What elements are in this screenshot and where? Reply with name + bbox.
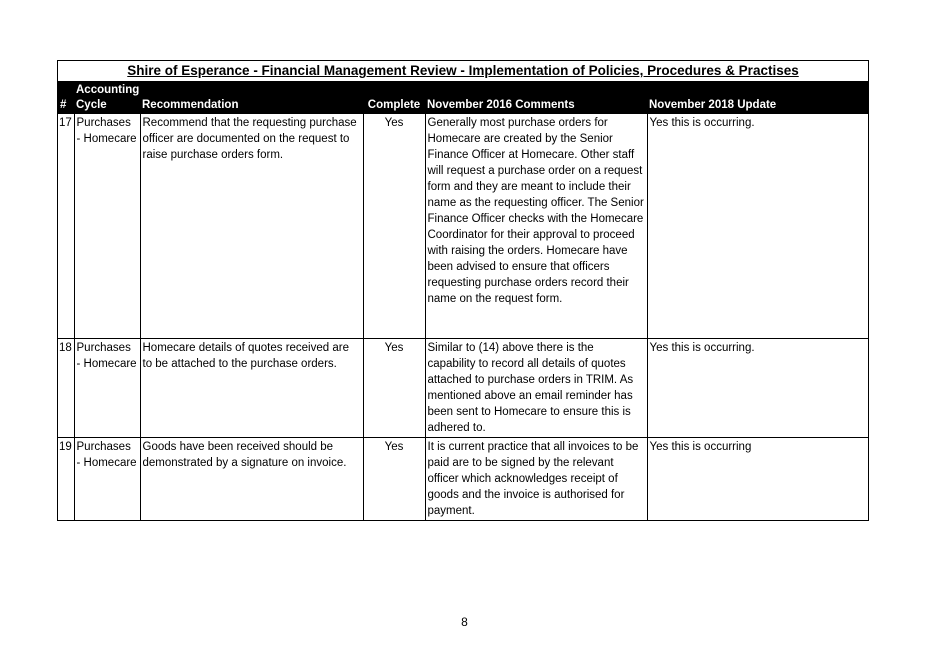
row-cycle: Purchases - Homecare (74, 438, 140, 521)
header-accounting-cycle (74, 82, 140, 114)
row-nov2018: Yes this is occurring. (647, 114, 869, 339)
row-nov2016: Generally most purchase orders for Homecare are created by the Senior Finance Officer at Homecare. Other staff will request a purchase order on a request form and they are meant to include their name as the requesting officer. The Senior Finance Officer checks with the Homecare Coordinator for their approval to proceed with raising the orders. Homecare have been advised to ensure that officers requesting purchase orders record their name on the request form. (425, 114, 647, 339)
document-title: Shire of Esperance - Financial Management Review - Implementation of Policies, Procedures & Practises (58, 61, 868, 82)
row-nov2016: Similar to (14) above there is the capability to record all details of quotes attached to purchase orders in TRIM. As mentioned above an email reminder has been sent to Homecare to ensure this is adhered to. (425, 339, 647, 438)
row-nov2018: Yes this is occurring. (647, 339, 869, 438)
row-num: 19 (58, 438, 74, 521)
row-recommendation: Goods have been received should be demonstrated by a signature on invoice. (140, 438, 363, 521)
table-row (58, 438, 869, 521)
page-number: 8 (461, 615, 468, 629)
row-cycle: Purchases - Homecare (74, 114, 140, 339)
row-num: 17 (58, 114, 74, 339)
row-complete: Yes (363, 114, 425, 339)
row-nov2018: Yes this is occurring (647, 438, 869, 521)
header-cycle-line1: Accounting (76, 84, 140, 96)
row-complete: Yes (363, 438, 425, 521)
row-cycle: Purchases - Homecare (74, 339, 140, 438)
header-recommendation: Recommendation (140, 82, 363, 114)
table-row (58, 339, 869, 438)
review-table-container (57, 60, 869, 521)
row-num: 18 (58, 339, 74, 438)
table-row (58, 114, 869, 339)
header-num: # (58, 82, 74, 114)
header-complete: Complete (363, 82, 425, 114)
header-nov2018: November 2018 Update (647, 82, 869, 114)
row-recommendation: Recommend that the requesting purchase officer are documented on the request to raise purchase orders form. (140, 114, 363, 339)
header-nov2016: November 2016 Comments (425, 82, 647, 114)
row-recommendation: Homecare details of quotes received are to be attached to the purchase orders. (140, 339, 363, 438)
review-table (58, 82, 869, 520)
table-header-row (58, 82, 869, 114)
header-cycle-line2: Cycle (76, 99, 107, 111)
row-complete: Yes (363, 339, 425, 438)
row-nov2016: It is current practice that all invoices to be paid are to be signed by the relevant officer which acknowledges receipt of goods and the invoice is authorised for payment. (425, 438, 647, 521)
